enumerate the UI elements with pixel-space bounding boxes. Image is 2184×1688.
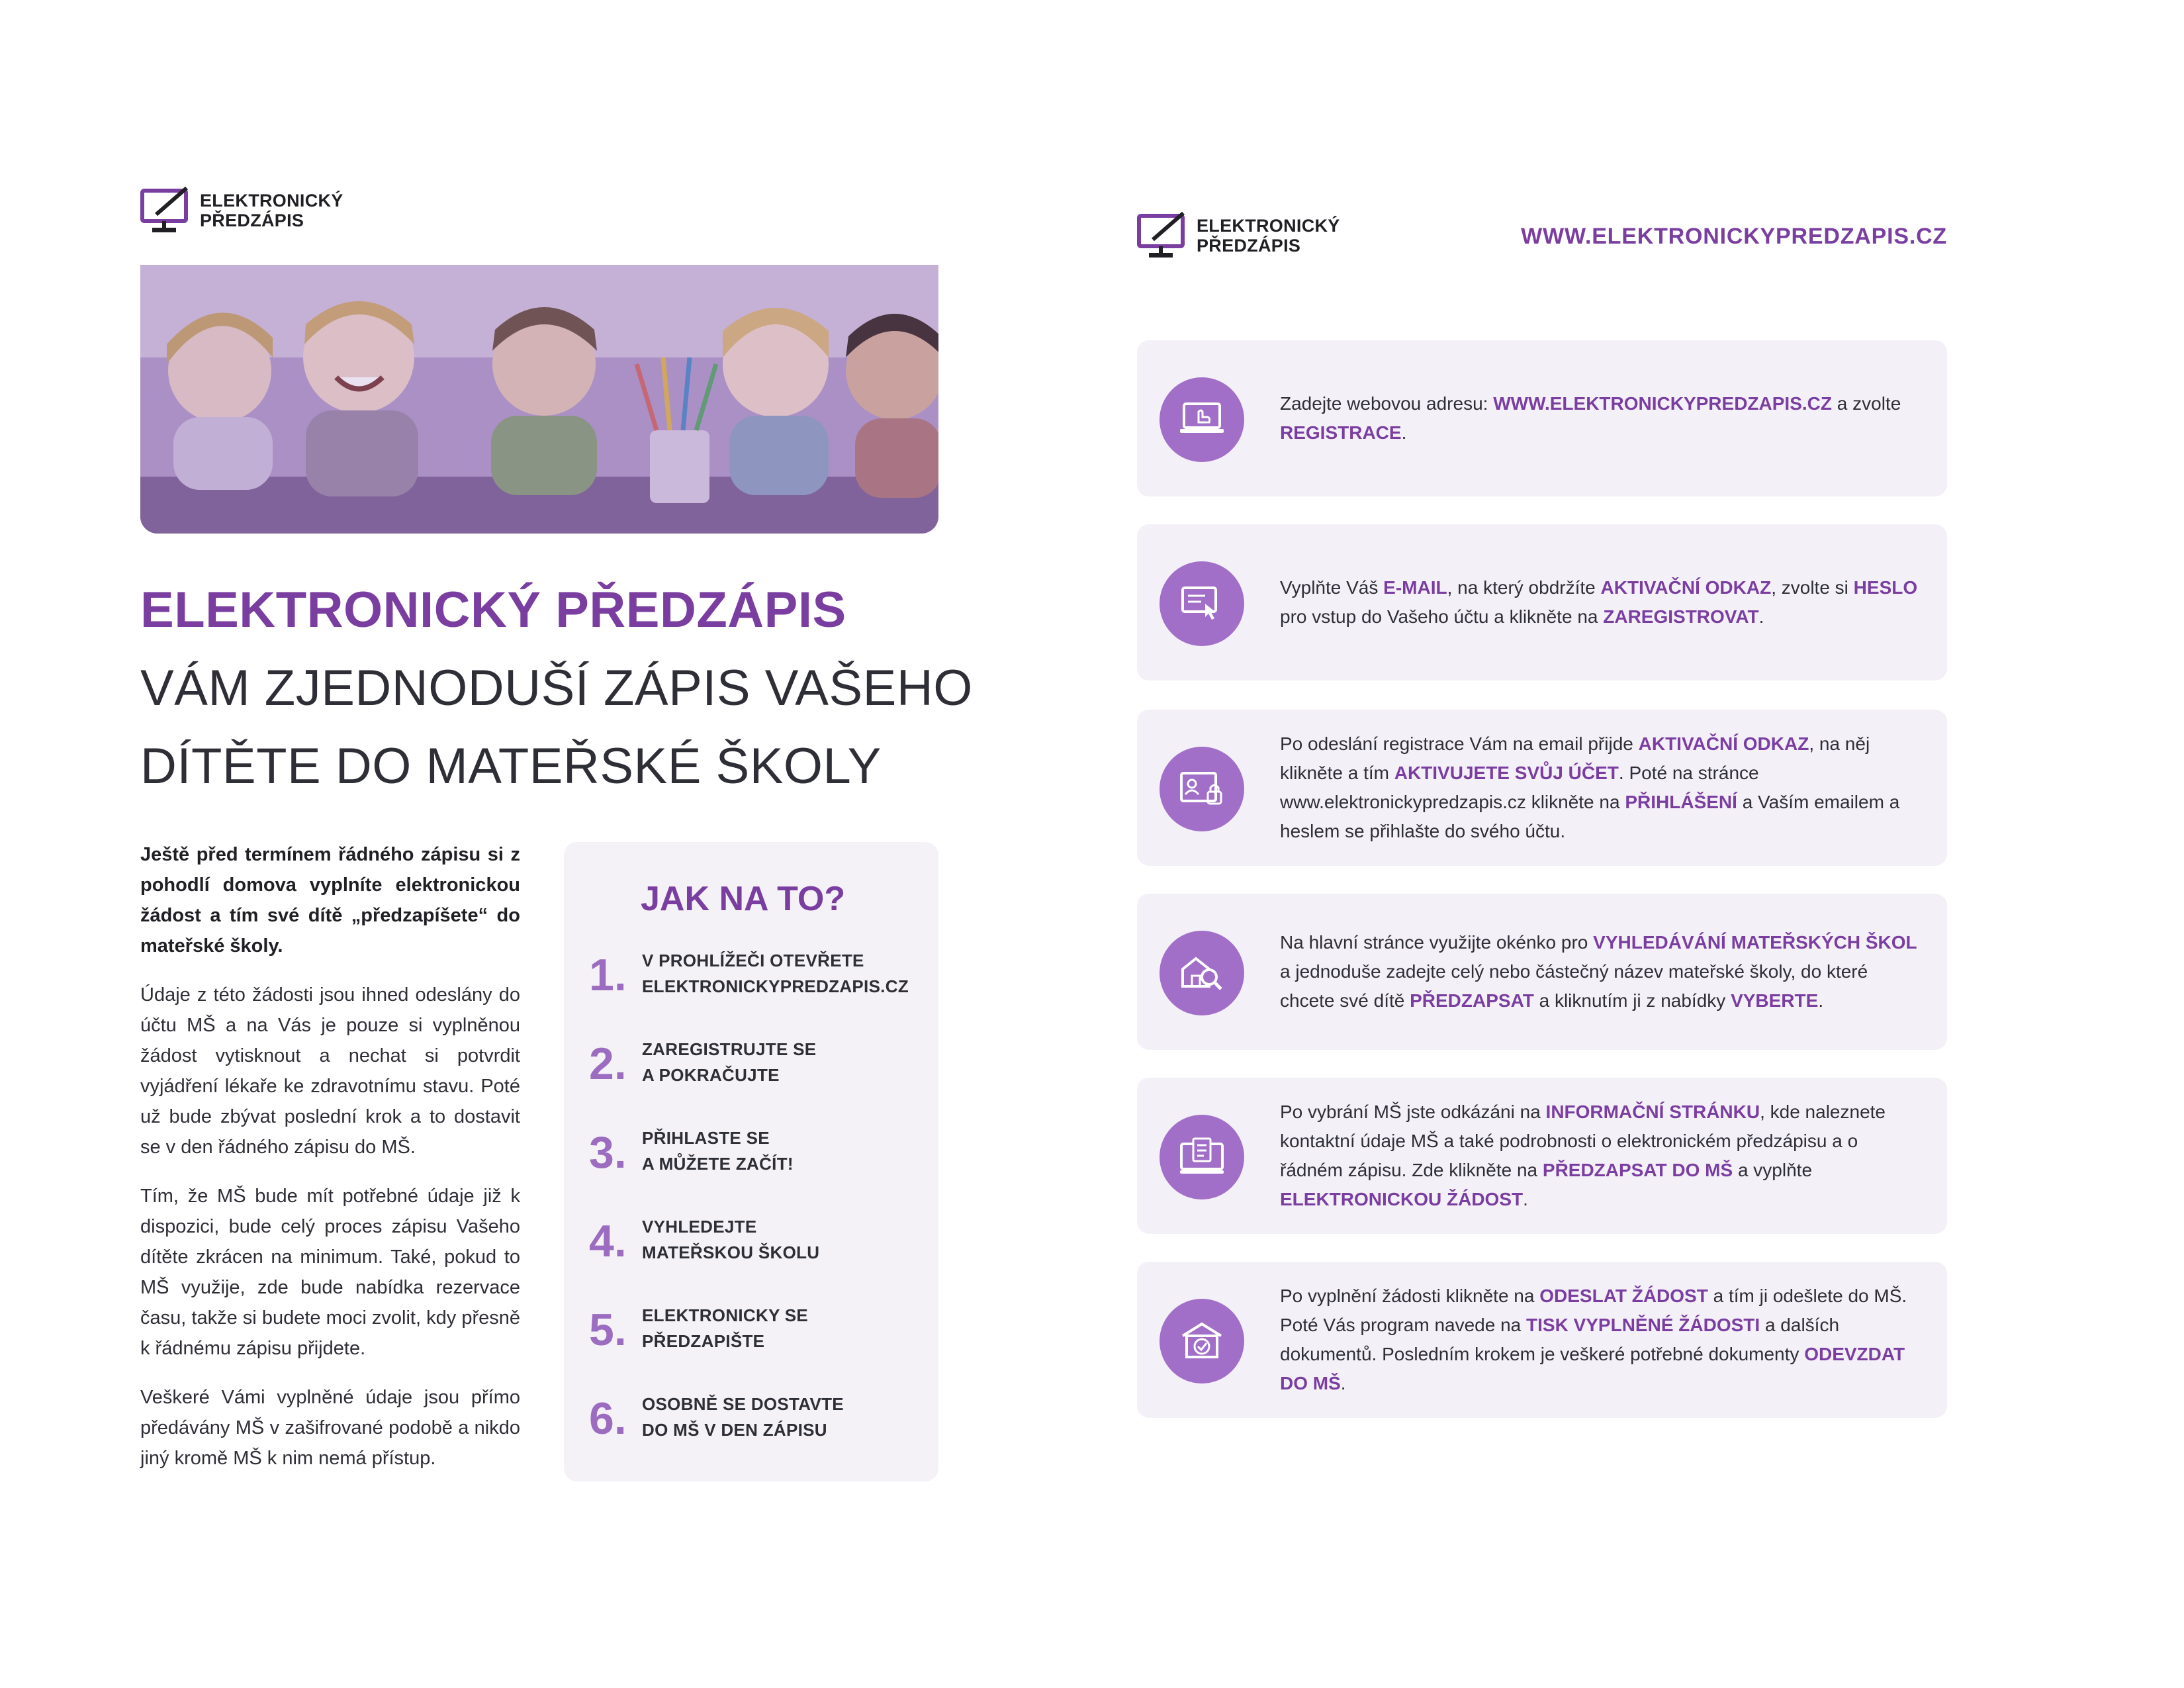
card-text-segment: .: [1523, 1189, 1528, 1209]
step-line1: V PROHLÍŽEČI OTEVŘETE: [642, 951, 864, 970]
instruction-card: [1137, 1262, 1947, 1418]
card-text: [1280, 894, 1923, 1050]
instruction-card: [1137, 524, 1947, 680]
card-text-segment: .: [1340, 1373, 1346, 1393]
card-text-segment: , na který obdržíte: [1447, 577, 1601, 598]
computer-pen-icon: [1137, 211, 1190, 261]
card-text-segment: Po odeslání registrace Vám na email přijde: [1280, 733, 1639, 754]
card-text-segment: a tím ji odešlete do MŠ. Poté Vás program navede na: [1280, 1286, 1907, 1335]
headline-accent: ELEKTRONICKÝ PŘEDZÁPIS: [140, 582, 846, 638]
website-url[interactable]: WWW.ELEKTRONICKYPREDZAPIS.CZ: [1521, 224, 1947, 249]
step-line2: ELEKTRONICKYPREDZAPIS.CZ: [642, 976, 909, 996]
card-text: [1280, 524, 1923, 680]
keyword-highlight: TISK VYPLNĚNÉ ŽÁDOSTI: [1526, 1315, 1760, 1335]
step-line2: MATEŘSKOU ŠKOLU: [642, 1243, 820, 1262]
keyword-highlight: WWW.ELEKTRONICKYPREDZAPIS.CZ: [1493, 393, 1832, 414]
lead-paragraph: Ještě před termínem řádného zápisu si z pohodlí domova vyplníte elektronickou žádost a tím své dítě „předzapíšete“ do mateřské školy.: [140, 844, 520, 957]
instruction-card: [1137, 340, 1947, 496]
card-text-segment: a dalších dokumentů. Posledním krokem je veškeré potřebné dokumenty: [1280, 1315, 1840, 1364]
step-number: 1.: [589, 950, 627, 1000]
keyword-highlight: INFORMAČNÍ STRÁNKU: [1545, 1102, 1760, 1122]
keyword-highlight: REGISTRACE: [1280, 422, 1402, 443]
step-number: 6.: [589, 1393, 627, 1444]
card-text-segment: .: [1758, 606, 1764, 627]
keyword-highlight: ODEVZDAT DO MŠ: [1280, 1344, 1905, 1393]
keyword-highlight: ZAREGISTROVAT: [1603, 606, 1759, 627]
card-text-segment: Po vybrání MŠ jste odkázáni na: [1280, 1102, 1546, 1122]
document-screen-icon: [1160, 1115, 1244, 1199]
paragraph-3: Tím, že MŠ bude mít potřebné údaje již k dispozici, bude celý proces zápisu Vašeho dítěte zkrácen na minimum. Také, pokud to MŠ využije, zde bude nabídka rezervace času, takže si budete moci zvolit, kdy přesně k řádnému zápisu přijdete.: [140, 1186, 520, 1359]
step-line2: DO MŠ V DEN ZÁPISU: [642, 1420, 827, 1440]
school-search-icon: [1160, 931, 1244, 1015]
card-text-segment: a jednoduše zadejte celý nebo částečný název mateřské školy, do které chcete své dítě: [1280, 961, 1868, 1011]
card-text: [1280, 1078, 1923, 1234]
card-text-segment: Po vyplnění žádosti klikněte na: [1280, 1286, 1540, 1306]
step-line1: PŘIHLASTE SE: [642, 1128, 770, 1148]
school-check-icon: [1160, 1299, 1244, 1383]
keyword-highlight: VYHLEDÁVÁNÍ MATEŘSKÝCH ŠKOL: [1593, 932, 1917, 953]
logo-left: [140, 185, 343, 236]
logo-right: [1137, 211, 1340, 261]
account-lock-icon: [1160, 747, 1244, 831]
card-text: [1280, 710, 1923, 866]
keyword-highlight: ELEKTRONICKOU ŽÁDOST: [1280, 1189, 1524, 1209]
keyword-highlight: VYBERTE: [1731, 990, 1819, 1011]
keyword-highlight: PŘEDZAPSAT DO MŠ: [1542, 1160, 1733, 1180]
intro-text-column: [140, 839, 520, 1492]
headline-line2: VÁM ZJEDNODUŠÍ ZÁPIS VAŠEHO: [140, 660, 973, 716]
step-line1: ELEKTRONICKY SE: [642, 1305, 809, 1325]
logo-line1: ELEKTRONICKÝ: [1197, 216, 1340, 236]
step-line1: ZAREGISTRUJTE SE: [642, 1039, 817, 1059]
card-text: [1280, 1262, 1923, 1418]
step-line2: PŘEDZAPIŠTE: [642, 1331, 765, 1351]
step-number: 3.: [589, 1127, 627, 1178]
card-text-segment: a zvolte: [1831, 393, 1901, 414]
howto-step: [589, 1125, 794, 1177]
keyword-highlight: PŘIHLÁŠENÍ: [1625, 792, 1737, 812]
keyword-highlight: E-MAIL: [1383, 577, 1447, 598]
keyword-highlight: PŘEDZAPSAT: [1410, 990, 1534, 1011]
computer-pen-icon: [140, 185, 193, 236]
card-text-segment: a vyplňte: [1733, 1160, 1813, 1180]
card-text-segment: , zvolte si: [1771, 577, 1854, 598]
card-text-segment: , na něj klikněte a tím: [1280, 733, 1870, 783]
step-number: 5.: [589, 1305, 627, 1355]
logo-line1: ELEKTRONICKÝ: [200, 191, 343, 211]
card-text-segment: .: [1818, 990, 1824, 1011]
children-illustration: [140, 265, 938, 534]
keyword-highlight: ODESLAT ŽÁDOST: [1539, 1286, 1708, 1306]
keyword-highlight: AKTIVAČNÍ ODKAZ: [1600, 577, 1772, 598]
step-line1: VYHLEDEJTE: [642, 1217, 757, 1237]
step-number: 2.: [589, 1039, 627, 1089]
howto-step: [589, 1303, 808, 1354]
headline-line3: DÍTĚTE DO MATEŘSKÉ ŠKOLY: [140, 738, 882, 794]
paragraph-4: Veškeré Vámi vyplněné údaje jsou přímo předávány MŠ v zašifrované podobě a nikdo jiný kromě MŠ k nim nemá přístup.: [140, 1387, 520, 1469]
logo-line2: PŘEDZÁPIS: [1197, 236, 1301, 256]
card-text-segment: a kliknutím ji z nabídky: [1533, 990, 1731, 1011]
step-line2: A MŮŽETE ZAČÍT!: [642, 1154, 794, 1174]
howto-title: JAK NA TO?: [641, 880, 846, 918]
step-line2: A POKRAČUJTE: [642, 1065, 780, 1085]
instruction-card: [1137, 894, 1947, 1050]
keyword-highlight: AKTIVUJETE SVŮJ ÚČET: [1394, 763, 1619, 783]
howto-panel: [564, 842, 938, 1481]
keyword-highlight: AKTIVAČNÍ ODKAZ: [1638, 733, 1809, 754]
card-text-segment: a Vaším emailem a heslem se přihlašte do svého účtu.: [1280, 792, 1900, 841]
instruction-card: [1137, 710, 1947, 866]
keyword-highlight: HESLO: [1853, 577, 1918, 598]
howto-step: [589, 948, 909, 1000]
howto-step: [589, 1037, 816, 1088]
form-click-icon: [1160, 561, 1244, 646]
logo-line2: PŘEDZÁPIS: [200, 211, 304, 230]
card-text-segment: Zadejte webovou adresu:: [1280, 393, 1494, 414]
card-text-segment: Na hlavní stránce využijte okénko pro: [1280, 932, 1594, 953]
howto-step: [589, 1214, 819, 1266]
laptop-hand-icon: [1160, 377, 1244, 462]
paragraph-2: Údaje z této žádosti jsou ihned odeslány do účtu MŠ a na Vás je pouze si vyplněnou žádost vytisknout a nechat si potvrdit vyjádření lékaře ke zdravotnímu stavu. Poté už bude zbývat poslední krok a to dostavit se v den řádného zápisu do MŠ.: [140, 984, 520, 1158]
step-line1: OSOBNĚ SE DOSTAVTE: [642, 1394, 844, 1414]
step-number: 4.: [589, 1216, 627, 1266]
instruction-card: [1137, 1078, 1947, 1234]
howto-step: [589, 1391, 844, 1443]
card-text-segment: pro vstup do Vašeho účtu a klikněte na: [1280, 606, 1604, 627]
hero-photo-children-drawing: [140, 265, 938, 534]
card-text-segment: , kde naleznete kontaktní údaje MŠ a také podrobnosti o elektronickém předzápisu a o řádném zápisu. Zde klikněte na: [1280, 1102, 1886, 1180]
card-text: [1280, 340, 1923, 496]
card-text-segment: . Poté na stránce www.elektronickypredzapis.cz klikněte na: [1280, 763, 1759, 812]
card-text-segment: .: [1401, 422, 1407, 443]
card-text-segment: Vyplňte Váš: [1280, 577, 1384, 598]
